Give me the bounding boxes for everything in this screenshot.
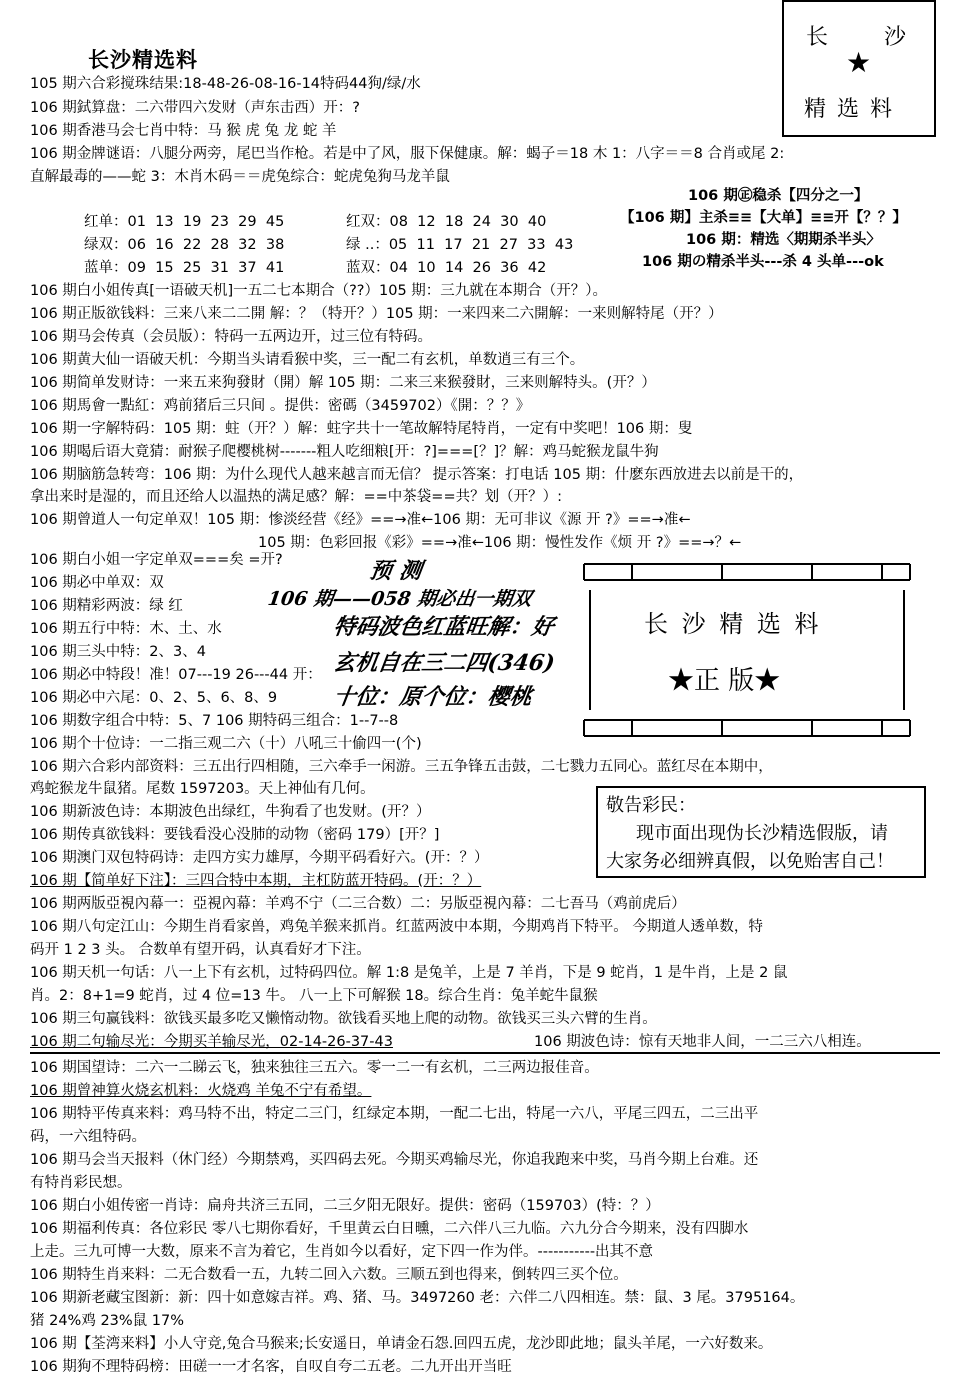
text-line: 106 期脑筋急转弯：106 期：为什么现代人越来越言而无信？ 提示答案：打电话 105 期：什麽东西放进去以前是干的， (30, 467, 804, 483)
banner-border-svg (582, 560, 912, 740)
divider (30, 1052, 940, 1054)
text-line: 106 期马会传真（会员版）：特码一五两边开，过三位有特码。 (30, 329, 433, 345)
text-line: 直解最毒的——蛇 3：木肖木码＝＝虎兔综合：蛇虎兔狗马龙羊鼠 (30, 169, 450, 185)
banner-frame (582, 560, 912, 740)
text-line: 106 期狗不理特码榜：田磋一一才名客，自叹自夸二五老。二九开出开当旺 (30, 1359, 512, 1375)
star-icon: ★ (846, 46, 872, 79)
text-line: 106 期福利传真：各位彩民 零八七期你看好，千里黄云白日曛，二六伴八三九临。六九分合今期来，没有四脚水 (30, 1221, 749, 1237)
text-line: 106 期新波色诗：本期波色出绿红，牛狗看了也发财。(开？） (30, 804, 431, 820)
text-line: 106 期两版亞視內幕一：亞視內幕：羊鸡不宁（二三合数）二：另版亞視內幕：二七吾马（鸡前虎后） (30, 896, 686, 912)
predict-line: 特码波色红蓝旺解：好 (331, 614, 556, 640)
warning-text: 大家务必细辨真假，以免贻害自己！ (606, 851, 894, 872)
text-line: 106 期新老藏宝图新：新：四十如意嫁吉祥。鸡、猪、马。3497260 老：六伴二八四相连。禁：鼠、3 尾。3795164。 (30, 1290, 805, 1306)
text-line: 码，一六组特码。 (30, 1129, 146, 1145)
text-line: 106 期五行中特：木、土、水 (30, 621, 222, 637)
text-line: 106 期精彩两波：绿 红 (30, 598, 183, 614)
warning-title: 敬告彩民： (606, 795, 696, 816)
text-line: 106 期马会当天报料（休门经）今期禁鸡，买四码去死。今期买鸡输尽光，你追我跑来中奖，马肖今期上台难。还 (30, 1152, 759, 1168)
kill-line: 106 期：精选〈期期杀半头〉 (686, 232, 881, 248)
text-line: 码开 1 2 3 头。 合数单有望开码，认真看好才下注。 (30, 942, 371, 958)
predict-title: 预 测 (367, 558, 424, 584)
text-line: 上走。三九可博一大数，原来不言为着它，生肖如今以看好，定下四一作为伴。-----------出其不意 (30, 1244, 654, 1260)
blue-single: 蓝单：09 15 25 31 37 41 (84, 260, 285, 276)
text-line: 106 期白小姐传真[一语破天机]一五二七本期合（??）105 期：三九就在本期合（开？）。 (30, 283, 608, 299)
kill-line: 【106 期】主杀≡≡【大单】≡≡开【？？】 (620, 210, 907, 226)
logo-char-right: 沙 (884, 25, 907, 50)
text-line: 106 期必中特段！准！07---19 26---44 开： (30, 667, 322, 683)
text-line: 106 期必中单双：双 (30, 575, 164, 591)
logo-text: 精 选 料 (804, 97, 894, 122)
text-line: 106 期一字解特码：105 期：蛀（开？）解：蛀字共十一笔故解特尾特肖，一定有中奖吧！106 期：叟 (30, 421, 693, 437)
kill-line: 106 期の精杀半头---杀 4 头单---ok (642, 254, 884, 270)
warning-text: 现市面出现伪长沙精选假版，请 (636, 823, 888, 844)
text-line: 106 期三头中特：2、3、4 (30, 644, 206, 660)
text-line: 106 期特生肖来料：二无合数看一五，九转二回入六数。三顺五到也得来，倒转四三买个位。 (30, 1267, 628, 1283)
logo-char-left: 长 (806, 25, 829, 50)
text-line: 106 期白小姐一字定单双===矣 =开? (30, 552, 283, 568)
text-line: 106 期个十位诗：一二指三观二六（十）八吼三十偷四一(个) (30, 736, 422, 752)
text-line: 106 期三句赢钱料：欲钱买最多吃又懒惰动物。欲钱看买地上爬的动物。欲钱买三头六臂的生肖。 (30, 1011, 657, 1027)
text-line: 105 期：色彩回报《彩》==→准←106 期：慢性发作《烦 开 ?》==→？← (258, 535, 742, 551)
predict-line: 十位：原个位：樱桃 (331, 684, 534, 710)
text-line: 106 期鉽算盘：二六带四六发财（声东击西）开：? (30, 100, 360, 116)
text-line: 106 期黄大仙一语破天机：今期当头请看猴中奖，三一配二有玄机，单数逍三有三个。 (30, 352, 585, 368)
text-line: 106 期简单发财诗：一来五来狗發財（開）解 105 期：二来三来猴發財，三来则解特头。(开？） (30, 375, 656, 391)
banner-title: 长 沙 精 选 料 (644, 610, 822, 638)
text-line: 拿出来时是湿的，而且还给人以温热的满足感？解：==中茶袋==共？划（开？）: (30, 489, 562, 505)
text-line: 106 期二句输尽光：今期买羊输尽光，02-14-26-37-43 (30, 1034, 393, 1050)
text-line: 肖。2：8+1=9 蛇肖，过 4 位=13 牛。 八一上下可解猴 18。综合生肖：兔羊蛇牛鼠猴 (30, 988, 598, 1004)
warning-box (596, 786, 926, 878)
banner-sub: ★正 版★ (668, 666, 781, 696)
text-line: 106 期特平传真来料：鸡马特不出，特定二三门，红绿定本期，一配二七出，特尾一六八，平尾三四五，二三出平 (30, 1106, 759, 1122)
text-line: 106 期喝后语大竟猜：耐猴子爬樱桃树-------粗人吃细粮[开：?]===[？]？解：鸡马蛇猴龙鼠牛狗 (30, 444, 659, 460)
wave-poem: 106 期波色诗：惊有天地非人间，一二三六八相连。 (534, 1034, 871, 1050)
green-single: 绿 ..：05 11 17 21 27 33 43 (346, 237, 574, 253)
text-line: 鸡蛇猴龙牛鼠猪。尾数 1597203。天上神仙有几何。 (30, 781, 375, 797)
logo-box (782, 0, 936, 137)
text-line: 105 期六合彩搅珠结果:18-48-26-08-16-14特码44狗/绿/水 (30, 76, 421, 92)
text-line: 106 期数字组合中特：5、7 106 期特码三组合：1--7--8 (30, 713, 399, 729)
text-line: 106 期国望诗：二六一二睇云飞，独来独往三五六。零一二一有玄机，二三两边报佳音。 (30, 1060, 599, 1076)
text-line: 106 期【简单好下注】：三四合特中本期，主杠防蓝开特码。(开：？） (30, 873, 482, 889)
text-line: 106 期正版欲钱料：三来八来二二開 解：？（特开？）105 期：一来四来二六開解：一来则解特尾（开？） (30, 306, 723, 322)
predict-line: 玄机自在三二四(346) (331, 650, 557, 676)
text-line: 106 期【荃湾来料】小人守竞,兔合马猴来;长安遥日，单请金石怨.回四五虎，龙沙即此地；鼠头羊尾，一六好数来。 (30, 1336, 773, 1352)
text-line: 106 期曾神算火烧玄机料：火烧鸡 羊兔不宁有希望。 (30, 1083, 372, 1099)
page-title: 长沙精选料 (88, 48, 198, 72)
text-line: 106 期澳门双包特码诗：走四方实力雄厚，今期平码看好六。(开：？） (30, 850, 489, 866)
text-line: 106 期白小姐传密一肖诗：扁舟共济三五同，二三夕阳无限好。提供：密码（159703）(特：？） (30, 1198, 660, 1214)
kill-line: 106 期㊣稳杀【四分之一】 (688, 188, 869, 204)
text-line: 106 期传真欲钱料：要钱看没心没肺的动物（密码 179）[开？] (30, 827, 440, 843)
red-single: 红单：01 13 19 23 29 45 (84, 214, 285, 230)
text-line: 106 期金牌谜语：八腿分两旁，尾巴当作枪。若是中了风，服下保健康。解：蝎子＝18 木 1：八字＝＝8 合肖或尾 2: (30, 146, 785, 162)
text-line: 猪 24%鸡 23%鼠 17% (30, 1313, 185, 1329)
predict-line: 106 期——058 期必出一期双 (266, 588, 533, 610)
text-line: 106 期必中六尾：0、2、5、6、8、9 (30, 690, 278, 706)
green-double: 绿双：06 16 22 28 32 38 (84, 237, 285, 253)
text-line: 106 期六合彩内部资料：三五出行四相随，三六牵手一闲游。三五争锋五击鼓，二七戮力五同心。蓝红尽在本期中， (30, 759, 773, 775)
blue-double: 蓝双：04 10 14 26 36 42 (346, 260, 547, 276)
text-line: 106 期曾道人一句定单双！105 期：惨淡经营《经》==→准←106 期：无可非议《源 开 ?》==→准← (30, 512, 691, 528)
text-line: 106 期天机一句话：八一上下有玄机，过特码四位。解 1:8 是兔羊，上是 7 羊肖，下是 9 蛇肖，1 是牛肖，上是 2 鼠 (30, 965, 788, 981)
red-double: 红双：08 12 18 24 30 40 (346, 214, 547, 230)
text-line: 106 期八句定江山：今期生肖看家兽，鸡兔羊猴来抓肖。红蓝两波中本期，今期鸡肖下特平。 今期道人透单数，特 (30, 919, 763, 935)
text-line: 有特肖彩民想。 (30, 1175, 132, 1191)
text-line: 106 期馬會一點紅：鸡前猪后三只间 。提供：密碼（3459702）《開：？？》 (30, 398, 531, 414)
text-line: 106 期香港马会七肖中特：马 猴 虎 兔 龙 蛇 羊 (30, 123, 337, 139)
